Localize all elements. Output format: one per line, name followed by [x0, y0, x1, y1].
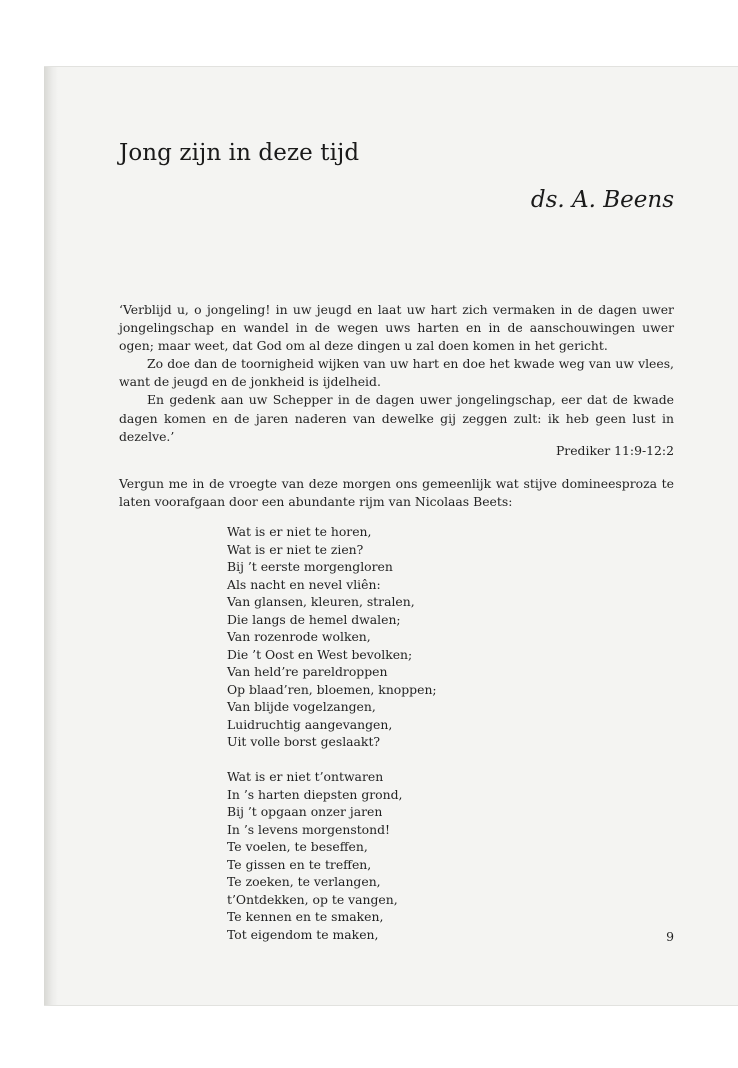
poem-line: Wat is er niet te zien?: [227, 541, 364, 557]
quote-paragraph: ‘Verblijd u, o jongeling! in uw jeugd en laat uw hart zich vermaken in de dagen uwer jongelingschap en wandel in de wegen uws harten en in de aanschouwingen uwer ogen; maar weet, dat God om al deze dingen u zal doen komen in het gericht.: [119, 302, 674, 354]
poem-line: Als nacht en nevel vliên:: [227, 576, 381, 592]
page-number: 9: [666, 929, 674, 944]
poem-line: Wat is er niet t’ontwaren: [227, 769, 384, 784]
poem-line: Te kennen en te smaken,: [227, 909, 384, 924]
poem-line: Bij ’t eerste morgengloren: [227, 559, 393, 574]
poem-line: Van rozenrode wolken,: [227, 629, 371, 644]
poem-line: Te gissen en te treffen,: [227, 856, 372, 872]
intro-paragraph: [119, 475, 674, 511]
poem-line: Van held’re pareldroppen: [227, 664, 388, 679]
poem-line: Luidruchtig aangevangen,: [227, 716, 393, 732]
poem: [227, 523, 437, 943]
scripture-quote: [119, 301, 674, 446]
intro-text: Vergun me in de vroegte van deze morgen ons gemeenlijk wat stijve domineesproza te laten voorafgaan door een abundante rijm van Nicolaas Beets:: [119, 476, 674, 510]
scripture-reference: Prediker 11:9-12:2: [555, 443, 674, 458]
poem-line: Op blaad’ren, bloemen, knoppen;: [227, 681, 437, 697]
poem-line: Die ’t Oost en West bevolken;: [227, 646, 413, 662]
book-page: [44, 66, 738, 1006]
poem-line: Wat is er niet te horen,: [227, 524, 372, 539]
poem-line: Van blijde vogelzangen,: [227, 699, 376, 714]
article-author: ds. A. Beens: [530, 187, 674, 213]
poem-line: Uit volle borst geslaakt?: [227, 734, 381, 749]
poem-line: Die langs de hemel dwalen;: [227, 611, 401, 627]
poem-line: Tot eigendom te maken,: [227, 926, 379, 942]
poem-line: In ’s harten diepsten grond,: [227, 786, 403, 802]
poem-stanza-2: [227, 768, 437, 943]
poem-line: Te zoeken, te verlangen,: [227, 874, 381, 889]
poem-line: t’Ontdekken, op te vangen,: [227, 891, 398, 907]
poem-stanza-1: [227, 523, 437, 751]
poem-line: Van glansen, kleuren, stralen,: [227, 594, 415, 609]
page-spine: [44, 67, 58, 1005]
quote-paragraph: En gedenk aan uw Schepper in de dagen uwer jongelingschap, eer dat de kwade dagen komen en de jaren naderen van dewelke gij zeggen zult: ik heb geen lust in dezelve.’: [119, 392, 674, 444]
poem-line: In ’s levens morgenstond!: [227, 821, 391, 837]
quote-paragraph: Zo doe dan de toornigheid wijken van uw hart en doe het kwade weg van uw vlees, want de jeugd en de jonkheid is ijdelheid.: [119, 356, 674, 390]
article-title: Jong zijn in deze tijd: [119, 140, 360, 166]
poem-line: Te voelen, te beseffen,: [227, 839, 368, 854]
poem-line: Bij ’t opgaan onzer jaren: [227, 804, 383, 819]
